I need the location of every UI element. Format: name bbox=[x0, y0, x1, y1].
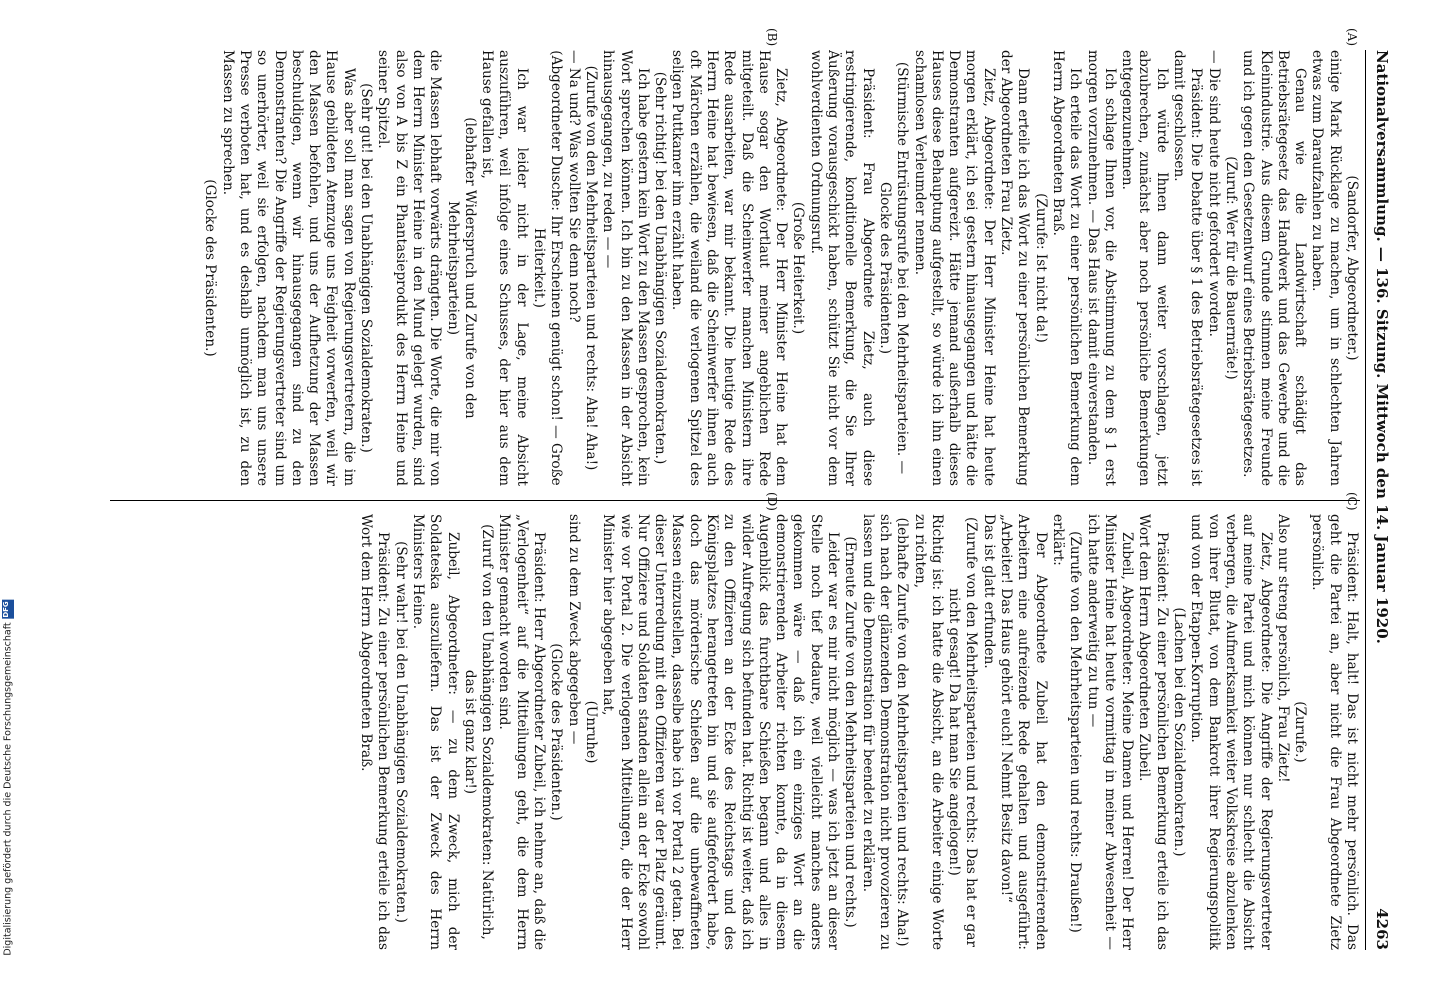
paragraph: sind zu dem Zweck abgegeben — bbox=[565, 514, 582, 745]
paragraph: Präsident: Zu einer persönlichen Bemerkung erteile ich das Wort dem Herrn Abgeordneten Zubeil. bbox=[1136, 514, 1170, 950]
paragraph: (Zurufe.) bbox=[1292, 701, 1309, 763]
paragraph: Zubeil, Abgeordneter: Meine Damen und Herren! Der Herr Minister Heine hat heute vormittag in meiner Abwesenheit — ich hatte anderweitig zu tun — bbox=[1084, 514, 1136, 950]
paragraph: Das ist glatt erfunden. bbox=[980, 514, 997, 669]
paragraph: Ich war leider nicht in der Lage, meine Absicht auszuführen, weil infolge eines Schusses, der hier aus dem Hause gefallen ist, bbox=[479, 50, 530, 486]
paragraph: Also nur streng persönlich, Frau Zietz! bbox=[1274, 514, 1291, 783]
page-header bbox=[1366, 50, 1390, 950]
paragraph: (Zurufe von den Mehrheitsparteien und rechts: Draußen!) bbox=[1067, 531, 1084, 933]
paragraph: sich nach der glänzenden Demonstration nicht provozieren zu lassen und die Demonstration für beendet zu erklären. bbox=[859, 514, 893, 950]
paragraph: Dann erteile ich das Wort zu einer persönlichen Bemerkung der Abgeordneten Frau Zietz. bbox=[998, 50, 1032, 486]
paragraph: Ich schlage Ihnen vor, die Abstimmung zu dem § 1 erst morgen vorzunehmen. — Das Haus ist damit einverstanden. bbox=[1084, 50, 1118, 486]
paragraph: Genau wie die Landwirtschaft schädigt das Betriebsrätegesetz das Handwerk und das Gewerbe und die Kleinindustrie. Aus diesem Grunde stimmen meine Freunde und ich gegen den Gesetzentwurf eines Betriebsrätegesetzes. bbox=[1240, 50, 1309, 486]
margin-marker-d: (D) bbox=[765, 492, 779, 511]
credit-text: Digitalisierung gefördert durch die Deutsche Forschungsgemeinschaft bbox=[2, 622, 14, 956]
paragraph: (Große Heiterkeit.) bbox=[790, 201, 807, 335]
paragraph: Präsident: Die Debatte über § 1 des Betriebsrätegesetzes ist damit geschlossen. bbox=[1171, 50, 1205, 486]
header-rule bbox=[1365, 50, 1366, 950]
margin-marker-b: (B) bbox=[765, 28, 779, 47]
column-divider bbox=[110, 500, 1360, 501]
paragraph: Präsident: Frau Abgeordnete Zietz, auch diese restringierende, konditionelle Bemerkung, die Sie Ihrer Äußerung vorausgeschickt haben, schützt Sie nicht vor dem wohlverdienten Ordnungsruf. bbox=[807, 50, 876, 486]
paragraph: Leider war es mir nicht möglich — was ich jetzt an dieser Stelle noch tief bedaure, weil vielleicht manches anders gekommen wäre — daß ich ein einziges Wort an die demonstrierenden Arbeiter richten konnte, da in diesem Augenblick das furchtbare Schießen begann und alles in wilder Aufregung sich befunden hat. Richtig ist weiter, daß ich zu den Offizieren an der Ecke des Reichstags und des Königsplatzes herangetreten bin und sie aufgefordert habe, doch das mörderische Schießen auf die unbewaffneten Massen einzustellen, dasselbe habe ich vor Portal 2 getan. Bei dieser Unterredung mit den Offizieren war der Platz geräumt. Nur Offiziere und Soldaten standen allein an der Ecke sowohl wie vor Portal 2. Die verlogenen Mitteilungen, die der Herr Minister hier abgegeben hat, bbox=[600, 514, 842, 950]
paragraph: (Zurufe von den Mehrheitsparteien und rechts: Das hat er gar nicht gesagt! Da hat man Sie angelogen!) bbox=[946, 517, 980, 947]
paragraph: (Sehr wahr! bei den Unabhängigen Sozialdemokraten.) bbox=[392, 541, 409, 923]
paragraph: (Glocke des Präsidenten.) bbox=[202, 179, 219, 357]
paragraph: — Die sind heute nicht gefordert worden. bbox=[1205, 50, 1222, 337]
rotated-document-page bbox=[100, 28, 1391, 950]
paragraph: (Zuruf: Wer für die Bauernräte!) bbox=[1222, 156, 1239, 380]
paragraph: Zietz, Abgeordnete: Der Herr Minister Heine hat heute morgen erklärt, ich sei gestern hinausgegangen und hätte die Demonstranten aufgereizt. Hätte jemand außerhalb dieses Hauses diese Behauptung aufgestellt, so würde ich ihn einen schamlosen Verleumder nennen. bbox=[911, 50, 997, 486]
paragraph: die Massen lebhaft vorwärts drängten. Die Worte, die mir von dem Herrn Minister Heine in den Mund gelegt wurden, sind also von A bis Z ein Phantasieprodukt des Herrn Heine und seiner Spitzel. bbox=[375, 50, 444, 486]
paragraph: (Zurufe von den Mehrheitsparteien und rechts: Aha! Aha!) bbox=[582, 65, 599, 471]
dfg-logo: DFG bbox=[2, 600, 14, 618]
digitization-credit bbox=[2, 600, 14, 956]
paragraph: (Sehr richtig! bei den Unabhängigen Sozialdemokraten.) bbox=[652, 71, 669, 465]
paragraph: (Erneute Zurufe von den Mehrheitsparteien und rechts.) bbox=[842, 536, 859, 928]
paragraph: Zubeil, Abgeordneter: — zu dem Zweck, mich der Soldateska auszuliefern. Das ist der Zweck des Herrn Ministers Heine. bbox=[409, 514, 461, 950]
paragraph: (lebhafter Widerspruch und Zurufe von den Mehrheitsparteien) bbox=[444, 117, 478, 419]
paragraph: (Stürmische Entrüstungsrufe bei den Mehrheitsparteien. — Glocke des Präsidenten.) bbox=[876, 61, 911, 475]
left-column bbox=[100, 50, 1360, 486]
paragraph: Präsident: Herr Abgeordneter Zubeil, ich nehme an, daß die „Verlogenheit“ auf die Mitteilungen geht, die dem Herrn Minister gemacht worden sind. bbox=[496, 514, 548, 950]
paragraph: — Na und? Was wollten Sie denn noch? bbox=[565, 50, 582, 323]
paragraph: (Zurufe: Ist nicht da!) bbox=[1032, 193, 1049, 343]
page-number: 4263 bbox=[1373, 908, 1391, 950]
paragraph: (Zuruf von den Unabhängigen Sozialdemokraten: Natürlich, das ist ganz klar!) bbox=[461, 524, 496, 940]
paragraph: Zietz, Abgeordnete: Der Herr Minister Heine hat dem Hause sogar den Wortlaut meiner angeblichen Rede mitgeteilt. Daß die Scheinwerfer manchen Ministern ihre Rede ausarbeiten, war mir bekannt. Die heutige Rede des Herrn Heine hat bewiesen, daß die Scheinwerfer ihnen auch oft Märchen erzählen, die weiland die verlogenen Spitzel des seligen Puttkamer ihm erzählt haben. bbox=[669, 50, 790, 486]
paragraph: (Glocke des Präsidenten.) bbox=[548, 643, 565, 821]
paragraph: einige Mark Rücklage zu machen, um in schlechten Jahren etwas zum Daraufzahlen zu haben. bbox=[1309, 50, 1343, 486]
paragraph: Ich habe gestern kein Wort zu den Massen gesprochen, kein Wort sprechen können. Ich bin zu den Massen in der Absicht hinausgegangen, zu reden — — bbox=[600, 50, 651, 486]
paragraph: (Unruhe) bbox=[582, 700, 599, 764]
paragraph: Richtig ist: ich hatte die Absicht, an die Arbeiter einige Worte zu richten, bbox=[911, 514, 945, 950]
paragraph: erklärt: bbox=[1049, 514, 1066, 566]
paragraph: (lebhafte Zurufe von den Mehrheitsparteien und rechts: Aha!) bbox=[894, 517, 911, 947]
paragraph: (Abgeordneter Dusche: Ihr Erscheinen genügt schon! — Große Heiterkeit.) bbox=[531, 50, 565, 486]
paragraph: Ich erteile das Wort zu einer persönlichen Bemerkung dem Herrn Abgeordneten Braß. bbox=[1049, 50, 1084, 486]
paragraph: Der Abgeordnete Zubeil hat den demonstrierenden Arbeitern eine aufreizende Rede gehalten und ausgeführt: „Arbeiter! Das Haus gehört euch! Nehmt Besitz davon!“ bbox=[998, 514, 1049, 950]
paragraph: (Sehr gut! bei den Unabhängigen Sozialdemokraten.) bbox=[358, 83, 375, 453]
margin-marker-c: (C) bbox=[1345, 492, 1359, 511]
right-column bbox=[100, 514, 1360, 950]
paragraph: Was aber soll man sagen von Regierungsvertretern, die im Hause gebildeten Atemzuge uns Feigheit vorwerfen, weil wir den Massen befohlen, und uns der Aufhetzung der Massen beschuldigen, wenn wir hinausgegangen sind zu den Demonstranten? Die Angriffe der Regierungsvertreter sind um so unerhörter, weil sie erfolgen, nachdem man uns unsere Presse verboten hat, und es deshalb unmöglich ist, zu den Massen zu sprechen. bbox=[219, 50, 357, 486]
paragraph: Zietz, Abgeordnete: Die Angriffe der Regierungsvertreter auf meine Partei und mich können nur schlecht die Absicht verbergen, die Aufmerksamkeit weiter Volkskreise abzulenken von ihrer Blutat, von dem Bankrott ihrer Regierungspolitik und von der Etappen-Korruption. bbox=[1188, 514, 1274, 950]
header-title: Nationalversammlung. — 136. Sitzung. Mittwoch den 14. Januar 1920. bbox=[1373, 50, 1391, 644]
paragraph: (Sandorfer, Abgeordneter.) bbox=[1344, 175, 1360, 361]
paragraph: (Lachen bei den Sozialdemokraten.) bbox=[1171, 607, 1188, 857]
paragraph: Präsident: Zu einer persönlichen Bemerkung erteile ich das Wort dem Herrn Abgeordneten Braß. bbox=[358, 514, 392, 950]
paragraph: Ich würde Ihnen dann weiter vorschlagen, jetzt abzubrechen, zunächst aber noch persönliche Bemerkungen entgegenzunehmen. bbox=[1119, 50, 1170, 486]
paragraph: Präsident: Halt, halt! Das ist nicht mehr persönlich. Das geht die Partei an, aber nicht die Frau Abgeordnete Zietz persönlich. bbox=[1309, 514, 1360, 950]
margin-marker-a: (A) bbox=[1345, 28, 1359, 47]
